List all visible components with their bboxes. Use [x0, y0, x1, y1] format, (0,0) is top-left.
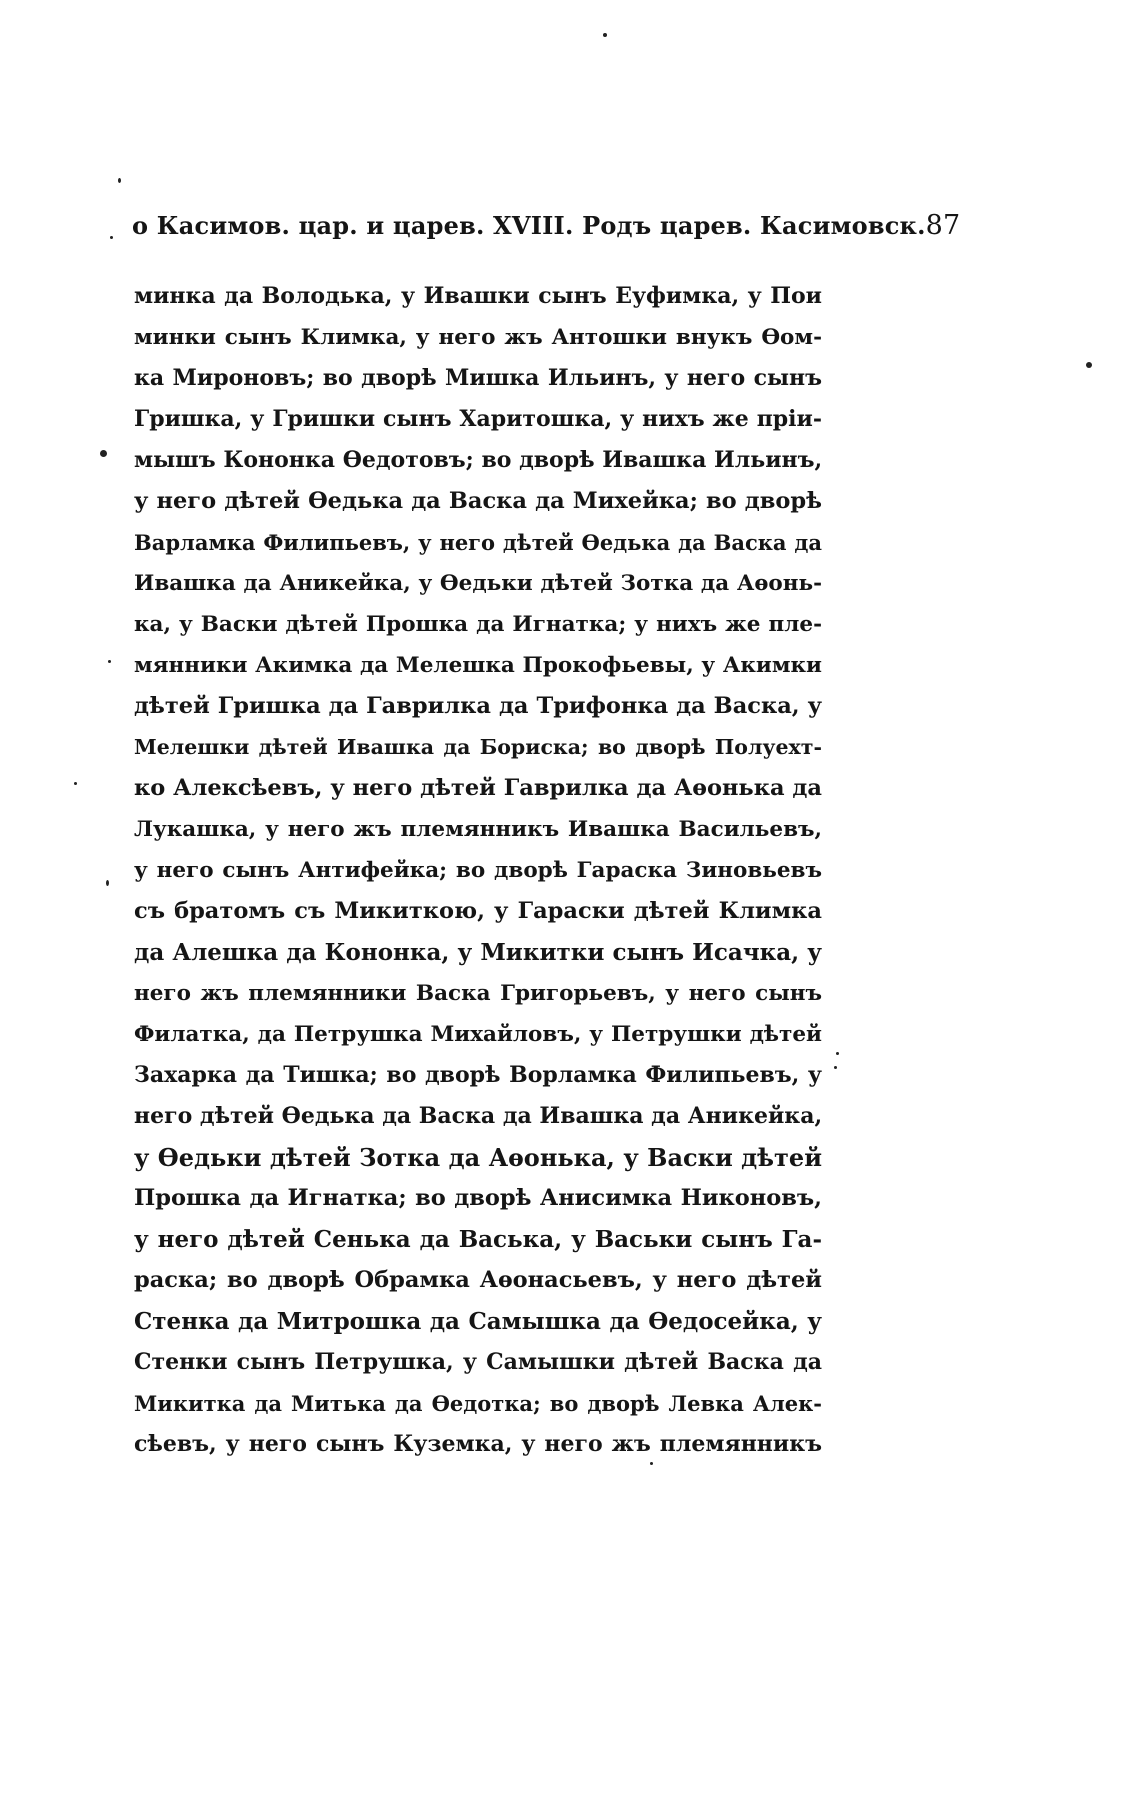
text-line: Гришка, у Гришки сынъ Харитошка, у нихъ же пріи- [134, 406, 822, 432]
text-line: Стенки сынъ Петрушка, у Самышки дѣтей Васка да [134, 1349, 822, 1375]
text-line: Ивашка да Аникейка, у Ѳедьки дѣтей Зотка да Аѳонь- [134, 571, 822, 596]
text-line: Микитка да Митька да Ѳедотка; во дворѣ Левка Алек- [134, 1391, 822, 1416]
scan-speck [836, 1052, 839, 1055]
scan-speck [100, 450, 107, 457]
scan-speck [834, 1066, 837, 1069]
body-text [134, 276, 822, 1465]
text-line: Захарка да Тишка; во дворѣ Ворламка Филипьевъ, у [134, 1062, 822, 1088]
text-line: у него дѣтей Ѳедька да Васка да Михейка; во дворѣ [134, 488, 822, 514]
text-line: да Алешка да Кононка, у Микитки сынъ Исачка, у [134, 939, 822, 966]
text-line: мянники Акимка да Мелешка Прокофьевы, у Акимки [134, 653, 822, 678]
scan-speck [74, 782, 77, 785]
scan-speck [108, 660, 111, 663]
text-line: раска; во дворѣ Обрамка Аѳонасьевъ, у него дѣтей [134, 1267, 822, 1293]
text-line: у Ѳедьки дѣтей Зотка да Аѳонька, у Васки дѣтей [134, 1143, 822, 1172]
scan-speck [110, 236, 113, 239]
text-line: него дѣтей Ѳедька да Васка да Ивашка да Аникейка, [134, 1103, 823, 1129]
text-line: Прошка да Игнатка; во дворѣ Анисимка Никоновъ, [134, 1185, 822, 1211]
text-line: Лукашка, у него жъ племянникъ Ивашка Васильевъ, [134, 817, 822, 842]
text-line: минки сынъ Климка, у него жъ Антошки внукъ Ѳом- [134, 325, 822, 350]
scan-speck [1086, 362, 1092, 368]
page-number: 87 [925, 210, 961, 241]
text-line: ко Алексѣевъ, у него дѣтей Гаврилка да Аѳонька да [134, 775, 822, 801]
text-line: Филатка, да Петрушка Михайловъ, у Петрушки дѣтей [134, 1022, 822, 1047]
text-line: мышъ Кононка Ѳедотовъ; во дворѣ Ивашка Ильинъ, [134, 447, 823, 473]
scan-speck [603, 33, 607, 37]
text-line: Стенка да Митрошка да Самышка да Ѳедосейка, у [134, 1308, 822, 1335]
text-line: сѣевъ, у него сынъ Куземка, у него жъ племянникъ [134, 1431, 822, 1457]
text-line: Варламка Филипьевъ, у него дѣтей Ѳедька да Васка да [134, 530, 822, 555]
scan-speck [650, 1462, 653, 1465]
text-line: него жъ племянники Васка Григорьевъ, у него сынъ [134, 981, 822, 1006]
text-line: у него дѣтей Сенька да Васька, у Васьки сынъ Га- [134, 1226, 822, 1253]
text-line: минка да Володька, у Ивашки сынъ Еуфимка, у Пои [134, 283, 822, 309]
text-line: у него сынъ Антифейка; во дворѣ Гараска Зиновьевъ [134, 858, 822, 883]
text-line: дѣтей Гришка да Гаврилка да Трифонка да Васка, у [134, 693, 822, 719]
scan-speck [118, 178, 121, 183]
scan-speck [106, 880, 109, 886]
running-head-title: о Касимов. цар. и царев. XVIII. Родъ царев. Касимовск. [132, 211, 926, 240]
running-head [132, 210, 961, 246]
text-line: ка Мироновъ; во дворѣ Мишка Ильинъ, у него сынъ [134, 365, 822, 391]
text-line: ка, у Васки дѣтей Прошка да Игнатка; у нихъ же пле- [134, 612, 822, 637]
text-line: Мелешки дѣтей Ивашка да Бориска; во дворѣ Полуехт- [134, 735, 822, 759]
text-line: съ братомъ съ Микиткою, у Гараски дѣтей Климка [134, 898, 822, 924]
